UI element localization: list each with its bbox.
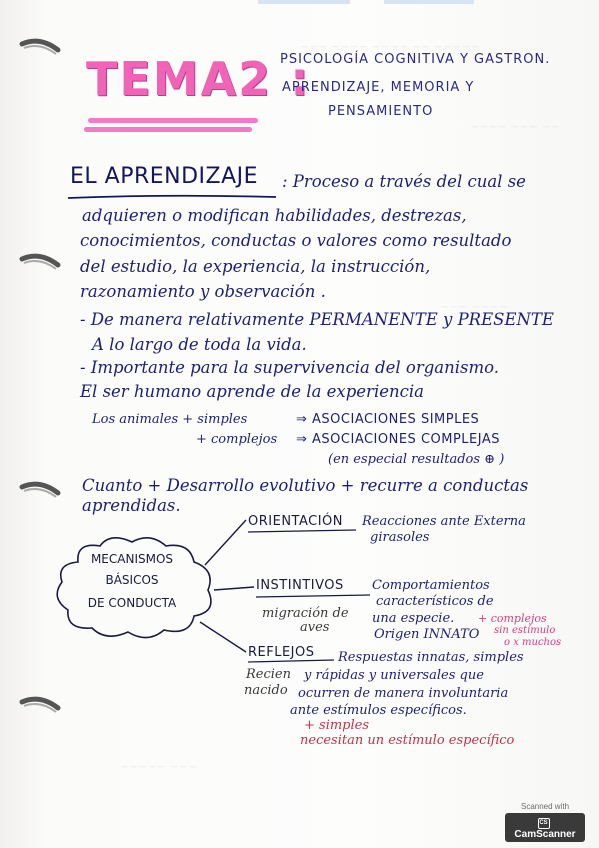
bullet-line: - Importante para la supervivencia del organismo. xyxy=(80,358,500,377)
instintivos-pink-note: sin estímulo xyxy=(494,625,556,636)
animals-simple: Los animales + simples xyxy=(92,412,248,427)
definition-line: del estudio, la experiencia, la instrucción, xyxy=(80,257,431,276)
reflejos-side-note: nacido xyxy=(244,683,288,698)
orientacion-note: girasoles xyxy=(370,530,430,545)
reflejos-text: ante estímulos específicos. xyxy=(290,703,467,718)
cloud-label-line: DE CONDUCTA xyxy=(87,596,177,610)
reflejos-text: ocurren de manera involuntaria xyxy=(298,686,509,701)
branch-label-orientacion: ORIENTACIÓN xyxy=(248,514,344,529)
instintivos-side-note: aves xyxy=(300,620,330,635)
branch-label-reflejos: REFLEJOS xyxy=(248,645,315,660)
instintivos-text: Comportamientos xyxy=(372,578,490,593)
instintivos-side-note: migración de xyxy=(262,606,349,621)
cloud-label-line: BÁSICOS xyxy=(105,573,159,587)
body-line: El ser humano aprende de la experiencia xyxy=(80,382,424,401)
bullet-line: A lo largo de toda la vida. xyxy=(92,335,307,354)
associations-note: (en especial resultados ⊕ ) xyxy=(328,452,505,467)
reflejos-text: y rápidas y universales que xyxy=(304,668,484,683)
reflejos-pink-note: + simples xyxy=(304,718,370,733)
evolution-line: aprendidas. xyxy=(82,496,181,515)
definition-line: : Proceso a través del cual se xyxy=(282,172,526,191)
reflejos-pink-note: necesitan un estímulo específico xyxy=(300,733,515,748)
instintivos-text: Origen INNATO xyxy=(374,627,480,642)
bleed-through-text: ~~~~~ ~~~ xyxy=(120,760,198,773)
instintivos-text: característicos de xyxy=(376,594,494,609)
orientacion-text: Reacciones ante Externa xyxy=(362,514,526,529)
definition-line: razonamiento y observación . xyxy=(80,282,326,301)
definition-line: adquieren o modifican habilidades, destrezas, xyxy=(82,206,467,225)
cloud-label-line: MECANISMOS xyxy=(90,552,174,566)
camscanner-icon: CS xyxy=(538,818,550,829)
title-subtitle-line: PENSAMIENTO xyxy=(328,104,434,119)
definition-line: conocimientos, conductas o valores como resultado xyxy=(80,231,512,250)
camscanner-badge xyxy=(505,802,585,840)
evolution-line: Cuanto + Desarrollo evolutivo + recurre a conductas xyxy=(82,476,529,495)
associations-complex: ⇒ ASOCIACIONES COMPLEJAS xyxy=(296,432,501,447)
badge-brand xyxy=(505,813,585,842)
reflejos-side-note: Recien xyxy=(246,667,291,682)
title-subtitle-line: PSICOLOGÍA COGNITIVA Y GASTRON. xyxy=(280,52,551,67)
page-title: TEMA2 : xyxy=(86,52,311,106)
badge-top-text: Scanned with xyxy=(520,802,570,811)
bleed-through-text: ~~~ ~~~~ ~~~~ ~~ ~~~~~ xyxy=(300,40,480,53)
bleed-through-text: ~~~~ ~~~ ~~ xyxy=(470,120,560,133)
instintivos-text: una especie. xyxy=(372,611,455,626)
instintivos-pink-note: o x muchos xyxy=(504,637,562,648)
section-heading: EL APRENDIZAJE xyxy=(70,164,259,189)
instintivos-pink-note: + complejos xyxy=(478,612,547,625)
title-subtitle-line: APRENDIZAJE, MEMORIA Y xyxy=(282,80,475,95)
associations-simple: ⇒ ASOCIACIONES SIMPLES xyxy=(296,412,480,427)
branch-label-instintivos: INSTINTIVOS xyxy=(256,578,344,593)
reflejos-text: Respuestas innatas, simples xyxy=(338,650,524,665)
bullet-line: - De manera relativamente PERMANENTE y PRESENTE xyxy=(80,310,554,329)
animals-complex: + complejos xyxy=(196,432,278,447)
badge-brand-text: CamScanner xyxy=(514,829,576,840)
bleed-through-text: ~~~ ~~~~ xyxy=(440,300,509,313)
